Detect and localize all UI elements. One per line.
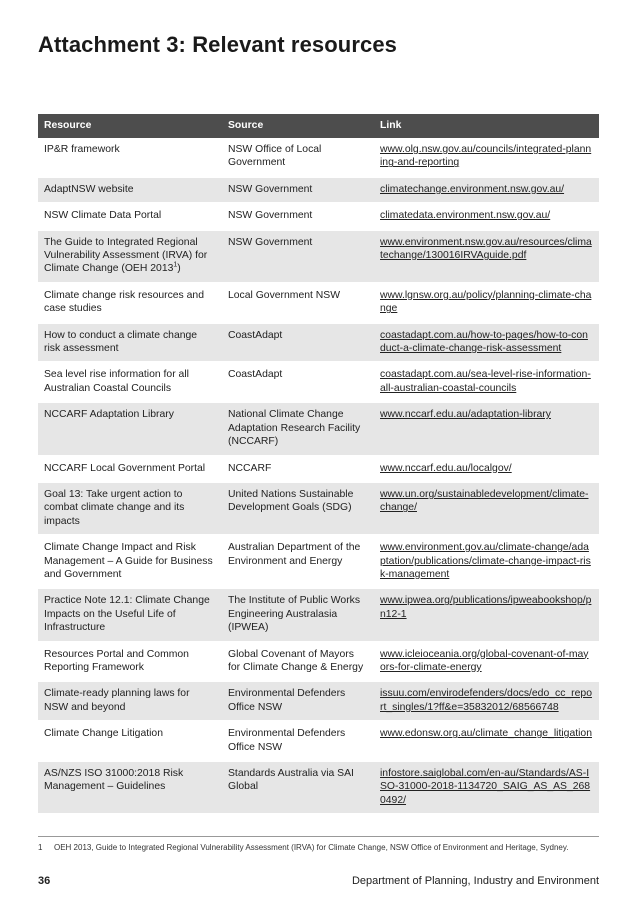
resource-text-end: ) [177, 263, 181, 275]
link-cell [374, 535, 599, 588]
resource-cell [38, 230, 222, 283]
resource-cell: AS/NZS ISO 31000:2018 Risk Management – Guidelines [38, 761, 222, 814]
source-cell: NSW Government [222, 177, 374, 203]
table-row [38, 721, 599, 761]
table-row [38, 230, 599, 283]
page-number: 36 [38, 875, 51, 887]
table-row [38, 203, 599, 229]
source-cell: NCCARF [222, 456, 374, 482]
resource-cell: Practice Note 12.1: Climate Change Impacts on the Useful Life of Infrastructure [38, 588, 222, 641]
source-cell: Australian Department of the Environment and Energy [222, 535, 374, 588]
source-cell: Local Government NSW [222, 283, 374, 323]
resource-link[interactable]: www.olg.nsw.gov.au/councils/integrated-planning-and-reporting [380, 144, 592, 169]
resource-text: The Guide to Integrated Regional Vulnerability Assessment (IRVA) for Climate Change (OEH 2013 [44, 236, 208, 275]
table-row [38, 323, 599, 363]
resource-link[interactable]: www.nccarf.edu.au/adaptation-library [380, 409, 551, 421]
source-cell: NSW Government [222, 203, 374, 229]
link-cell [374, 681, 599, 721]
resources-table [38, 114, 599, 815]
resource-link[interactable]: infostore.saiglobal.com/en-au/Standards/AS-ISO-31000-2018-1134720_SAIG_AS_AS_2680492/ [380, 768, 591, 806]
resource-cell: IP&R framework [38, 138, 222, 177]
resource-link[interactable]: www.icleioceania.org/global-covenant-of-mayors-for-climate-energy [380, 648, 589, 673]
table-row [38, 362, 599, 402]
column-header-source: Source [222, 114, 374, 138]
resource-cell: Climate-ready planning laws for NSW and beyond [38, 681, 222, 721]
source-cell: United Nations Sustainable Development Goals (SDG) [222, 482, 374, 535]
resource-link[interactable]: www.ipwea.org/publications/ipweabookshop/pn12-1 [380, 595, 592, 620]
link-cell [374, 283, 599, 323]
resource-cell: Resources Portal and Common Reporting Framework [38, 642, 222, 682]
source-cell: CoastAdapt [222, 323, 374, 363]
column-header-link: Link [374, 114, 599, 138]
footnote-number: 1 [38, 843, 43, 852]
link-cell [374, 230, 599, 283]
source-cell: The Institute of Public Works Engineering Australasia (IPWEA) [222, 588, 374, 641]
link-cell [374, 177, 599, 203]
table-header-row [38, 114, 599, 138]
footnote-ref: 1 [173, 261, 178, 269]
footnote [38, 843, 608, 852]
table-row [38, 402, 599, 455]
resource-cell: NCCARF Adaptation Library [38, 402, 222, 455]
resource-cell: Climate Change Impact and Risk Management – A Guide for Business and Government [38, 535, 222, 588]
table-row [38, 642, 599, 682]
department-name: Department of Planning, Industry and Environment [351, 875, 599, 887]
resource-link[interactable]: coastadapt.com.au/how-to-pages/how-to-conduct-a-climate-change-risk-assessment [380, 329, 588, 355]
footnote-text: OEH 2013, Guide to Integrated Regional Vulnerability Assessment (IRVA) for Climate Change, NSW Office of Environment and Heritage, Sydney. [54, 843, 569, 852]
source-cell: Environmental Defenders Office NSW [222, 681, 374, 721]
source-cell: NSW Government [222, 230, 374, 283]
link-cell [374, 761, 599, 814]
resource-link[interactable]: www.nccarf.edu.au/localgov/ [380, 462, 512, 474]
table-row [38, 761, 599, 814]
link-cell [374, 323, 599, 363]
table-row [38, 177, 599, 203]
table-row [38, 138, 599, 177]
source-cell: Global Covenant of Mayors for Climate Change & Energy [222, 642, 374, 682]
table-row [38, 681, 599, 721]
source-cell: Standards Australia via SAI Global [222, 761, 374, 814]
resource-link[interactable]: climatechange.environment.nsw.gov.au/ [380, 183, 565, 195]
table-row [38, 482, 599, 535]
page-title: Attachment 3: Relevant resources [38, 32, 397, 57]
resource-link[interactable]: www.lgnsw.org.au/policy/planning-climate-change [380, 289, 592, 315]
link-cell [374, 402, 599, 455]
link-cell [374, 642, 599, 682]
link-cell [374, 456, 599, 482]
resource-cell: AdaptNSW website [38, 177, 222, 203]
source-cell: CoastAdapt [222, 362, 374, 402]
table-row [38, 535, 599, 588]
resource-cell: Climate Change Litigation [38, 721, 222, 761]
table-row [38, 283, 599, 323]
link-cell [374, 362, 599, 402]
resource-link[interactable]: coastadapt.com.au/sea-level-rise-information-all-australian-coastal-councils [380, 369, 591, 394]
resource-link[interactable]: www.environment.gov.au/climate-change/adaptation/publications/climate-change-impact-risk-management [380, 542, 591, 580]
resource-cell: Goal 13: Take urgent action to combat climate change and its impacts [38, 482, 222, 535]
link-cell [374, 482, 599, 535]
resource-cell: NCCARF Local Government Portal [38, 456, 222, 482]
source-cell: Environmental Defenders Office NSW [222, 721, 374, 761]
link-cell [374, 588, 599, 641]
resource-cell: Climate change risk resources and case studies [38, 283, 222, 323]
resource-cell: How to conduct a climate change risk assessment [38, 323, 222, 363]
resource-cell: NSW Climate Data Portal [38, 203, 222, 229]
link-cell [374, 138, 599, 177]
resource-link[interactable]: issuu.com/envirodefenders/docs/edo_cc_report_singles/1?ff&e=35832012/68566748 [380, 688, 592, 713]
table-row [38, 588, 599, 641]
resource-link[interactable]: climatedata.environment.nsw.gov.au/ [380, 210, 551, 222]
footnote-divider [38, 836, 599, 837]
resource-cell: Sea level rise information for all Australian Coastal Councils [38, 362, 222, 402]
source-cell: National Climate Change Adaptation Research Facility (NCCARF) [222, 402, 374, 455]
resource-link[interactable]: www.environment.nsw.gov.au/resources/climatechange/130016IRVAguide.pdf [380, 236, 592, 262]
link-cell [374, 721, 599, 761]
table-row [38, 456, 599, 482]
resource-link[interactable]: www.un.org/sustainabledevelopment/climate-change/ [380, 488, 589, 514]
source-cell: NSW Office of Local Government [222, 138, 374, 177]
link-cell [374, 203, 599, 229]
resource-link[interactable]: www.edonsw.org.au/climate_change_litigation [380, 728, 592, 740]
column-header-resource: Resource [38, 114, 222, 138]
